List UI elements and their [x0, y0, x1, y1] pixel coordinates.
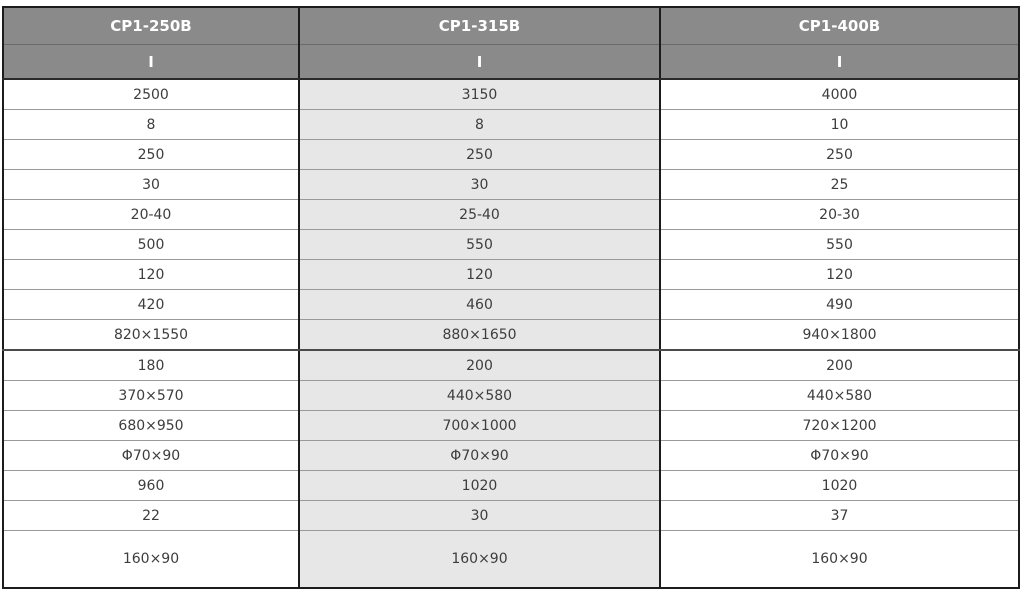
table-row — [3, 441, 1019, 471]
table-cell: 820×1550 — [3, 320, 299, 351]
table-row — [3, 531, 1019, 589]
table-cell: 8 — [299, 110, 660, 140]
table-cell: 20-30 — [660, 200, 1019, 230]
table-cell: 550 — [660, 230, 1019, 260]
subheader-cell: I — [3, 45, 299, 80]
table-row — [3, 350, 1019, 381]
column-header-cp1-250b: CP1-250B — [3, 7, 299, 45]
model-header-row — [3, 7, 1019, 45]
table-row — [3, 290, 1019, 320]
table-cell: Φ70×90 — [3, 441, 299, 471]
table-cell: 960 — [3, 471, 299, 501]
table-row — [3, 411, 1019, 441]
table-cell: 440×580 — [299, 381, 660, 411]
table-cell: 420 — [3, 290, 299, 320]
table-cell: 500 — [3, 230, 299, 260]
table-cell: 8 — [3, 110, 299, 140]
table-cell: 880×1650 — [299, 320, 660, 351]
table-row — [3, 230, 1019, 260]
table-cell: 1020 — [660, 471, 1019, 501]
table-cell: 250 — [3, 140, 299, 170]
table-row — [3, 471, 1019, 501]
column-header-cp1-400b: CP1-400B — [660, 7, 1019, 45]
table-row — [3, 260, 1019, 290]
table-cell: 180 — [3, 350, 299, 381]
table-cell: 940×1800 — [660, 320, 1019, 351]
table-cell: 22 — [3, 501, 299, 531]
subheader-row — [3, 45, 1019, 80]
table-cell: 550 — [299, 230, 660, 260]
table-cell: 120 — [3, 260, 299, 290]
table-cell: 440×580 — [660, 381, 1019, 411]
table-cell: 10 — [660, 110, 1019, 140]
table-cell: 720×1200 — [660, 411, 1019, 441]
column-header-cp1-315b: CP1-315B — [299, 7, 660, 45]
table-cell: 370×570 — [3, 381, 299, 411]
table-cell: 120 — [299, 260, 660, 290]
table-cell: 700×1000 — [299, 411, 660, 441]
table-cell: 250 — [660, 140, 1019, 170]
table-cell: 20-40 — [3, 200, 299, 230]
table-cell: 160×90 — [299, 531, 660, 589]
table-row — [3, 170, 1019, 200]
table-row — [3, 79, 1019, 110]
table-row — [3, 110, 1019, 140]
table-cell: 1020 — [299, 471, 660, 501]
subheader-cell: I — [660, 45, 1019, 80]
table-row — [3, 140, 1019, 170]
table-cell: 200 — [299, 350, 660, 381]
table-cell: 120 — [660, 260, 1019, 290]
table-cell: Φ70×90 — [299, 441, 660, 471]
table-cell: 25-40 — [299, 200, 660, 230]
table-cell: 4000 — [660, 79, 1019, 110]
table-cell: 250 — [299, 140, 660, 170]
table-cell: 160×90 — [660, 531, 1019, 589]
table-row — [3, 501, 1019, 531]
spec-table — [2, 6, 1020, 589]
subheader-cell: I — [299, 45, 660, 80]
table-cell: 460 — [299, 290, 660, 320]
table-cell: 3150 — [299, 79, 660, 110]
table-row — [3, 200, 1019, 230]
table-cell: 30 — [299, 501, 660, 531]
table-body — [3, 79, 1019, 588]
table-cell: 37 — [660, 501, 1019, 531]
table-row — [3, 381, 1019, 411]
table-header — [3, 7, 1019, 79]
table-cell: 30 — [3, 170, 299, 200]
table-cell: 680×950 — [3, 411, 299, 441]
table-cell: 30 — [299, 170, 660, 200]
table-cell: 25 — [660, 170, 1019, 200]
table-cell: 490 — [660, 290, 1019, 320]
table-cell: Φ70×90 — [660, 441, 1019, 471]
table-row — [3, 320, 1019, 351]
table-cell: 2500 — [3, 79, 299, 110]
table-cell: 200 — [660, 350, 1019, 381]
table-cell: 160×90 — [3, 531, 299, 589]
